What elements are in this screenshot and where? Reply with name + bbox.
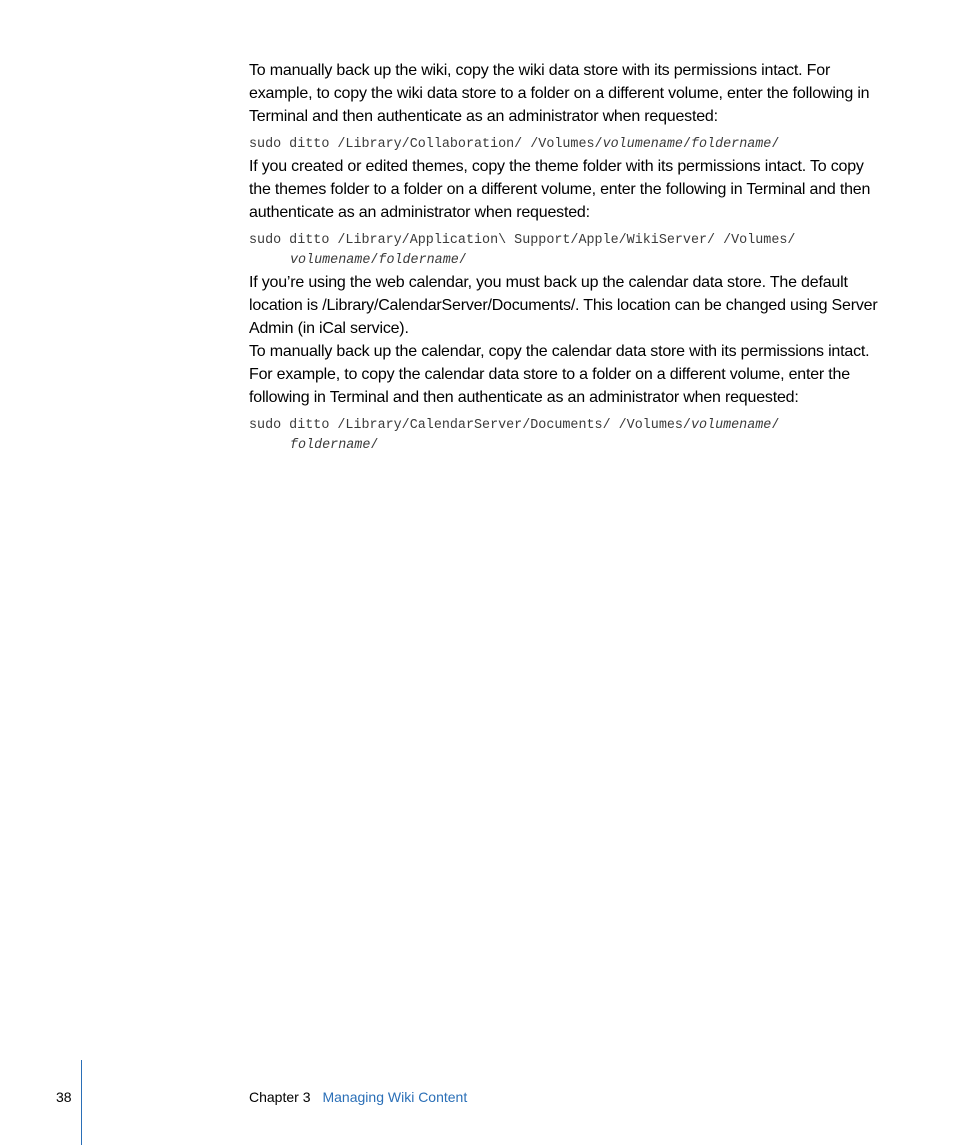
code-block-backup-wiki: sudo ditto /Library/Collaboration/ /Volumes/volumename/foldername/	[249, 137, 780, 152]
chapter-title-link[interactable]: Managing Wiki Content	[322, 1089, 468, 1105]
footer-chapter	[249, 1088, 467, 1106]
code-variable: foldername	[290, 438, 371, 453]
code-block-backup-themes	[249, 231, 879, 271]
paragraph-backup-themes: If you created or edited themes, copy the theme folder with its permissions intact. To copy the themes folder to a folder on a different volume, enter the following in Terminal and then authenticate as an administrator when requested:	[249, 158, 871, 221]
page-content	[249, 59, 879, 456]
chapter-label: Chapter 3	[249, 1089, 311, 1105]
code-variable: foldername	[690, 137, 772, 152]
code-variable: volumename	[690, 418, 772, 433]
page-number: 38	[56, 1089, 72, 1105]
code-variable: foldername	[378, 253, 459, 268]
paragraph-backup-calendar: To manually back up the calendar, copy the calendar data store with its permissions intact. For example, to copy the calendar data store to a folder on a different volume, enter the following in Terminal and then authenticate as an administrator when requested:	[249, 343, 870, 406]
code-command: sudo ditto /Library/Collaboration/ /Volumes/	[249, 137, 603, 152]
footer-divider-rule	[81, 1060, 82, 1145]
paragraph-web-calendar: If you’re using the web calendar, you must back up the calendar data store. The default location is /Library/CalendarServer/Documents/. This location can be changed using Server Admin (in iCal service).	[249, 274, 878, 337]
code-variable: volumename	[290, 253, 371, 268]
code-command: sudo ditto /Library/CalendarServer/Documents/ /Volumes/	[249, 418, 691, 433]
code-variable: volumename	[602, 137, 683, 152]
paragraph-backup-wiki: To manually back up the wiki, copy the wiki data store with its permissions intact. For example, to copy the wiki data store to a folder on a different volume, enter the following in Terminal and then authenticate as an administrator when requested:	[249, 62, 870, 125]
code-command: sudo ditto /Library/Application\ Support/Apple/WikiServer/ /Volumes/	[249, 233, 796, 248]
code-continuation: foldername/	[290, 438, 379, 453]
code-block-backup-calendar: sudo ditto /Library/CalendarServer/Documents/ /Volumes/volumename/ foldername/	[249, 416, 879, 456]
code-continuation: volumename/foldername/	[290, 253, 467, 268]
